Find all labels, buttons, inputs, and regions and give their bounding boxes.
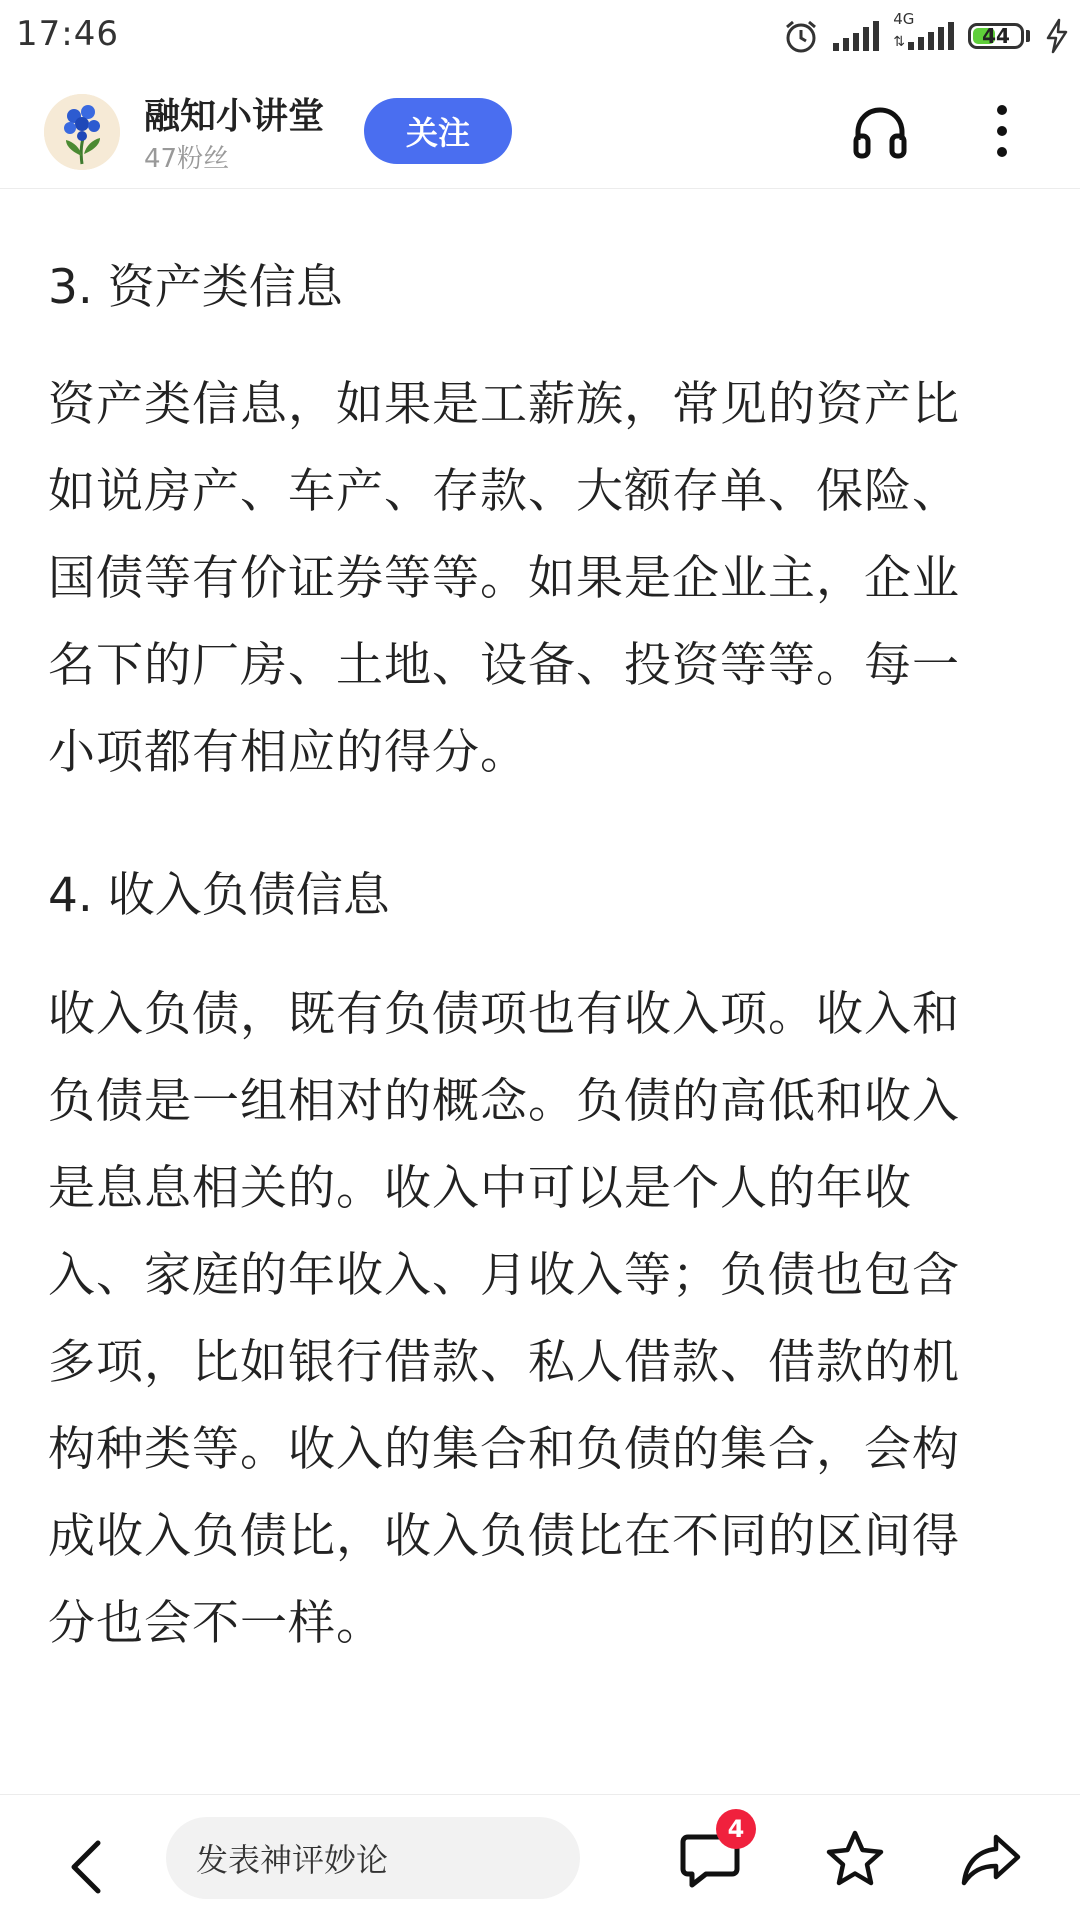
- paragraph-line: 收入负债，既有负债项也有收入项。收入和: [48, 987, 960, 1042]
- paragraph-line: 资产类信息，如果是工薪族，常见的资产比: [48, 377, 960, 432]
- signal-icon: [833, 21, 879, 51]
- paragraph-line: 名下的厂房、土地、设备、投资等等。每一: [48, 638, 960, 693]
- more-vertical-icon[interactable]: [982, 100, 1022, 162]
- battery-icon: 44: [968, 23, 1024, 49]
- fans-count: 47粉丝: [144, 144, 230, 174]
- follow-button[interactable]: 关注: [364, 98, 512, 164]
- status-time: 17:46: [16, 14, 119, 54]
- alarm-icon: [783, 18, 819, 54]
- comment-input[interactable]: 发表神评妙论: [166, 1817, 580, 1899]
- author-name[interactable]: 融知小讲堂: [144, 96, 325, 137]
- section-paragraph-4: [48, 971, 1034, 1667]
- avatar[interactable]: [44, 94, 120, 170]
- flower-icon: [44, 94, 120, 170]
- status-icons: [783, 12, 1070, 60]
- paragraph-line: 小项都有相应的得分。: [48, 725, 528, 780]
- headphone-icon[interactable]: [850, 102, 910, 162]
- status-bar: [0, 0, 1080, 70]
- paragraph-line: 如说房产、车产、存款、大额存单、保险、: [48, 464, 960, 519]
- paragraph-line: 入、家庭的年收入、月收入等；负债也包含: [48, 1248, 960, 1303]
- paragraph-line: 是息息相关的。收入中可以是个人的年收: [48, 1161, 912, 1216]
- paragraph-line: 国债等有价证券等等。如果是企业主，企业: [48, 551, 960, 606]
- section-heading-3: 3. 资产类信息: [48, 260, 343, 315]
- comment-count-badge: 4: [716, 1809, 756, 1849]
- section-heading-4: 4. 收入负债信息: [48, 868, 390, 923]
- charging-icon: [1044, 18, 1070, 54]
- paragraph-line: 成收入负债比，收入负债比在不同的区间得: [48, 1509, 960, 1564]
- back-icon[interactable]: [64, 1837, 108, 1897]
- signal-4g-icon: 4G ⇅: [893, 22, 954, 50]
- star-icon[interactable]: [824, 1829, 886, 1889]
- author-header: [0, 70, 1080, 189]
- section-paragraph-3: [48, 361, 1034, 796]
- paragraph-line: 构种类等。收入的集合和负债的集合，会构: [48, 1422, 960, 1477]
- share-icon[interactable]: [960, 1831, 1022, 1889]
- paragraph-line: 分也会不一样。: [48, 1596, 384, 1651]
- article-body: [48, 190, 1034, 1667]
- bottom-action-bar: [0, 1794, 1080, 1921]
- paragraph-line: 多项，比如银行借款、私人借款、借款的机: [48, 1335, 960, 1390]
- paragraph-line: 负债是一组相对的概念。负债的高低和收入: [48, 1074, 960, 1129]
